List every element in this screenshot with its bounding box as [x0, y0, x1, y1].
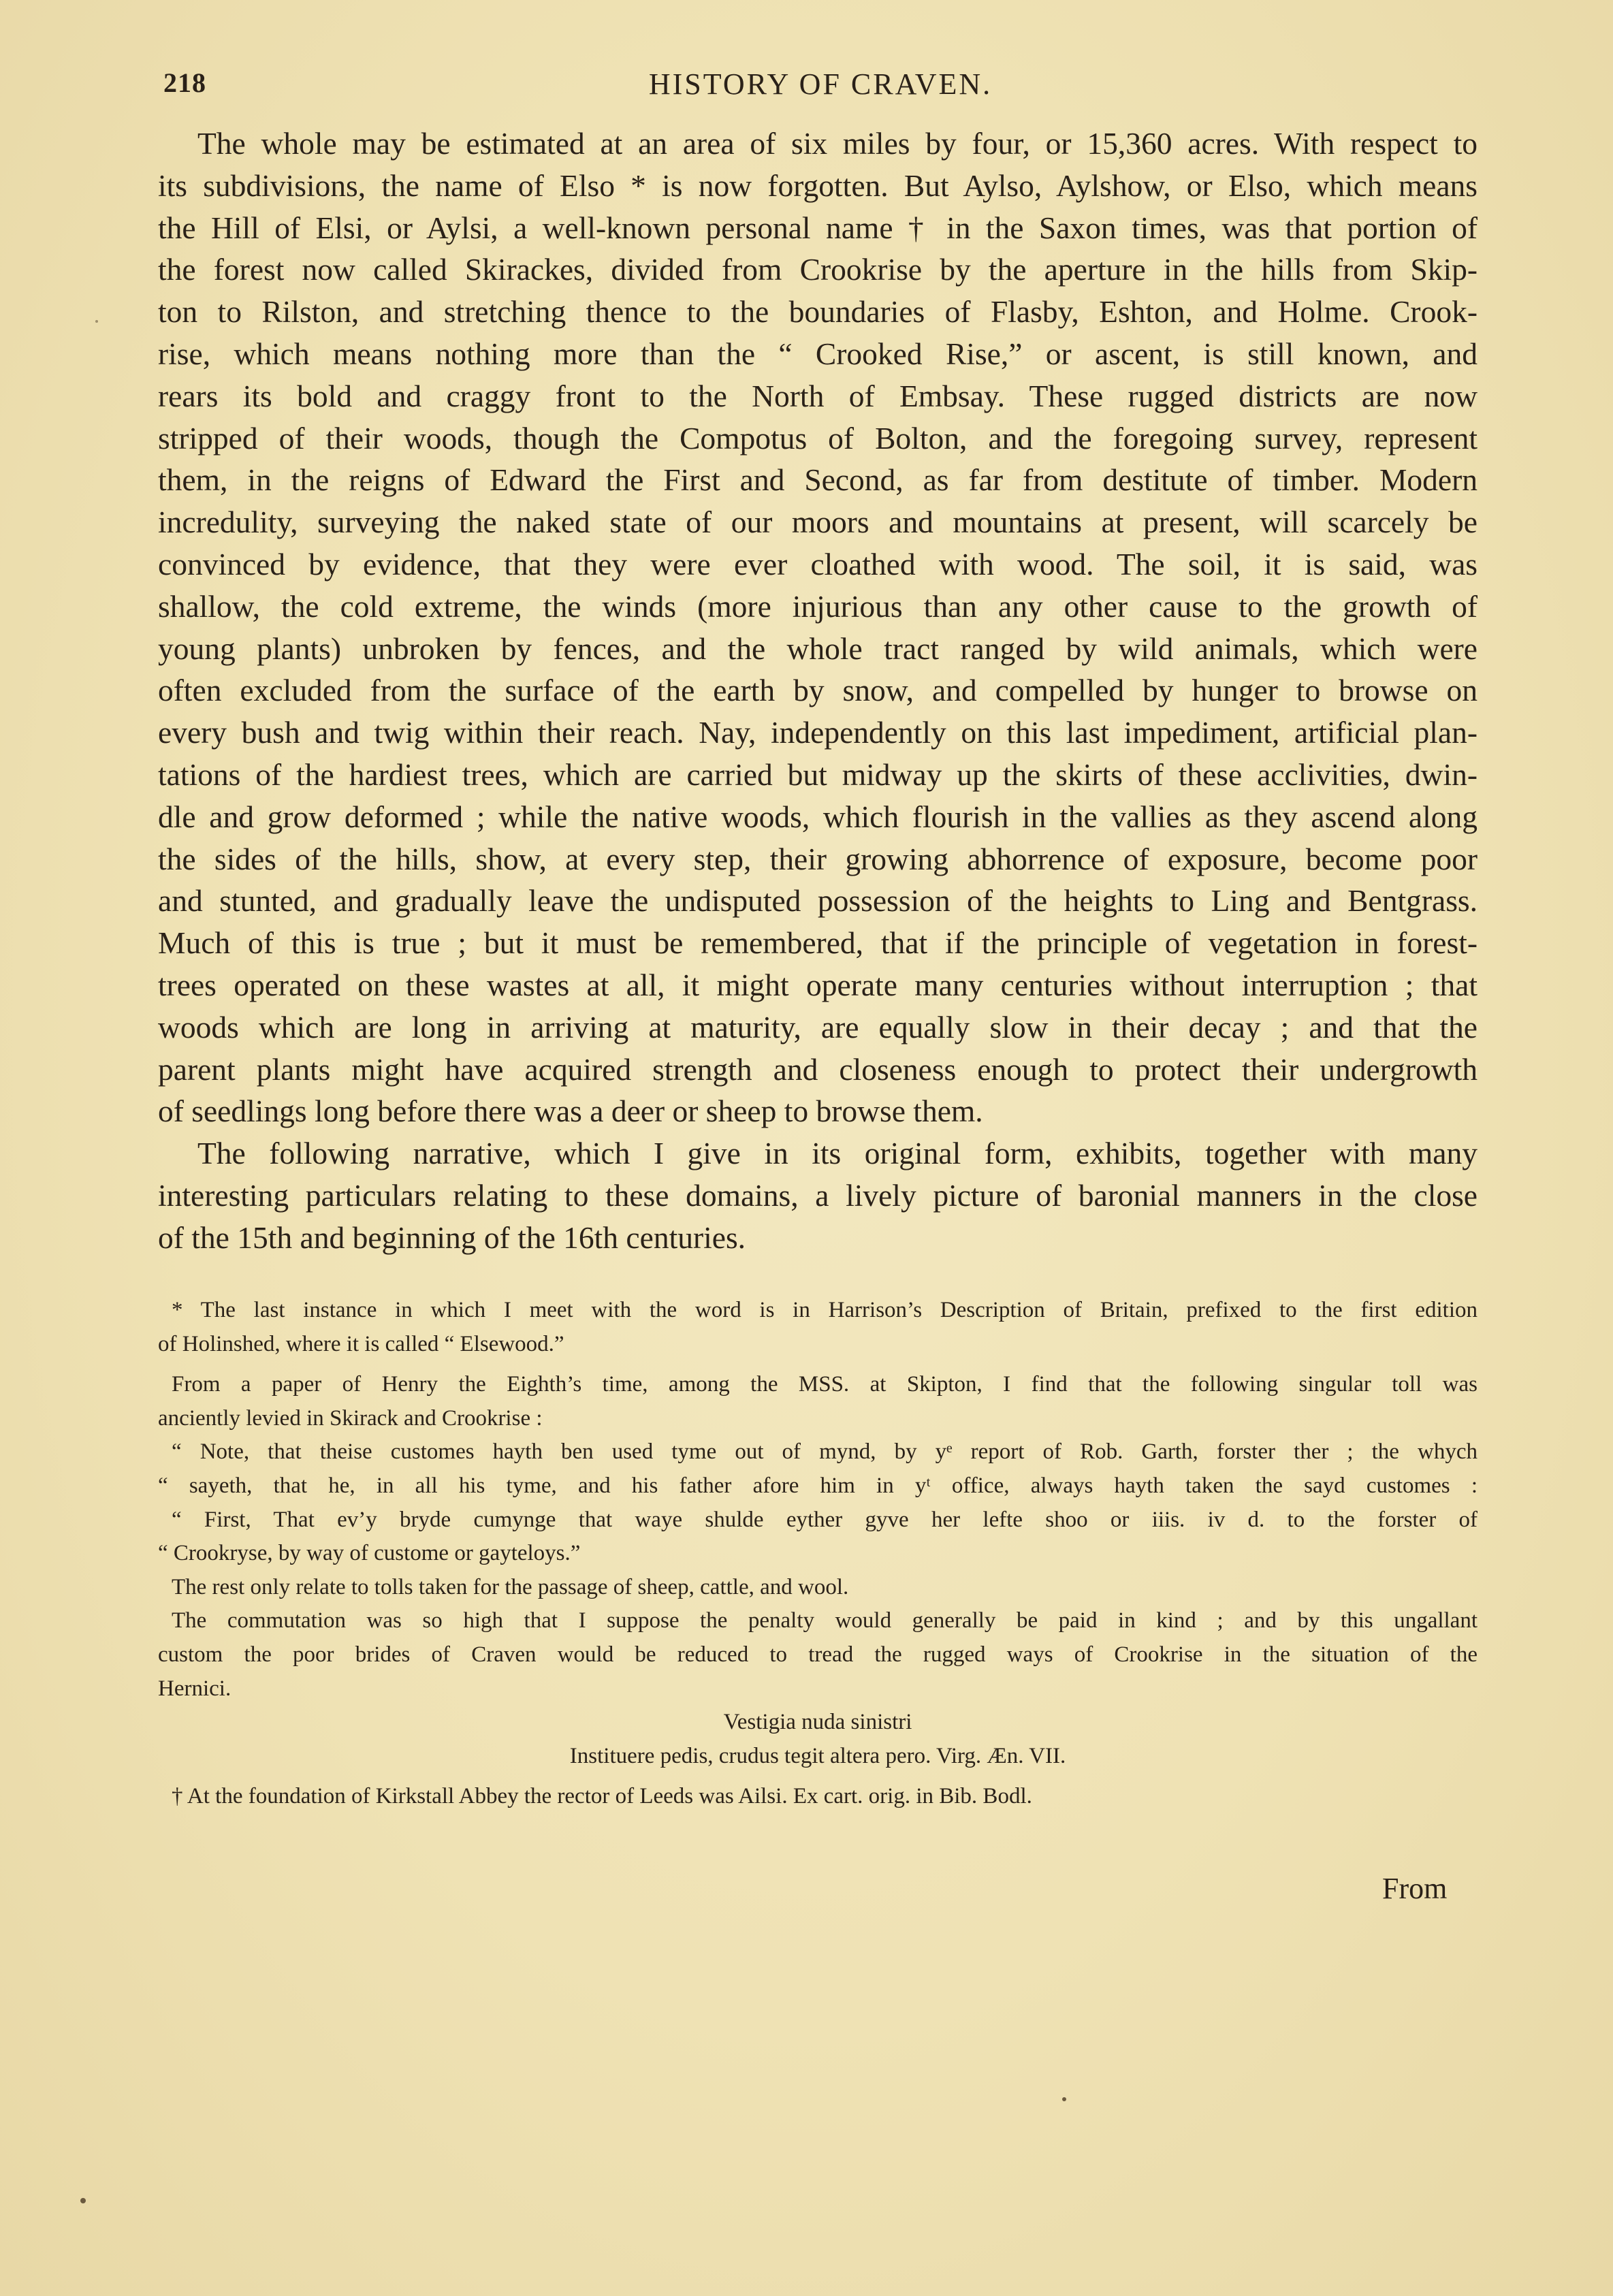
footnote-line: From a paper of Henry the Eighth’s time, among the MSS. at Skipton, I find that the following singular toll was [172, 1372, 1478, 1397]
page-header [163, 67, 1478, 108]
text-line: Much of this is true ; but it must be remembered, that if the principle of vegetation in forest- [158, 925, 1478, 961]
text-line: The whole may be estimated at an area of six miles by four, or 15,360 acres. With respect to [197, 126, 1478, 161]
text-line: stripped of their woods, though the Compotus of Bolton, and the foregoing survey, represent [158, 420, 1478, 456]
text-line: the Hill of Elsi, or Aylsi, a well-known personal name † in the Saxon times, was that portion of [158, 210, 1478, 245]
catchword: From [1382, 1872, 1448, 1905]
text-line: and stunted, and gradually leave the undisputed possession of the heights to Ling and Bentgrass. [158, 883, 1478, 919]
text-line: the forest now called Skirackes, divided from Crookrise by the aperture in the hills from Skip- [158, 252, 1478, 287]
text-line: ton to Rilston, and stretching thence to the boundaries of Flasby, Eshton, and Holme. Crook- [158, 294, 1478, 330]
running-head: HISTORY OF CRAVEN. [648, 67, 993, 101]
footnotes [158, 1294, 1478, 1814]
footnote-line: * The last instance in which I meet with the word is in Harrison’s Description of Britain, prefixed to the first edition [172, 1298, 1478, 1322]
footnote-line: “ Note, that theise customes hayth ben used tyme out of mynd, by yᵉ report of Rob. Garth, forster ther ; the whych [172, 1439, 1478, 1465]
text-line: the sides of the hills, show, at every step, their growing abhorrence of exposure, become poor [158, 841, 1478, 876]
footnote-line: † At the foundation of Kirkstall Abbey the rector of Leeds was Ailsi. Ex cart. orig. in Bib. Bodl. [172, 1784, 1032, 1809]
paper-speck [95, 320, 98, 323]
text-line: every bush and twig within their reach. Nay, independently on this last impediment, artificial plan- [158, 715, 1478, 750]
text-line: of the 15th and beginning of the 16th centuries. [158, 1219, 746, 1255]
text-line: rise, which means nothing more than the “ Crooked Rise,” or ascent, is still known, and [158, 336, 1478, 371]
text-line: The following narrative, which I give in its original form, exhibits, together with many [197, 1136, 1478, 1171]
text-line: young plants) unbroken by fences, and the whole tract ranged by wild animals, which were [158, 631, 1478, 666]
text-line: convinced by evidence, that they were ever cloathed with wood. The soil, it is said, was [158, 546, 1478, 581]
text-line: parent plants might have acquired strength and closeness enough to protect their undergrowth [158, 1051, 1478, 1087]
main-text [158, 123, 1478, 1259]
text-line: incredulity, surveying the naked state of our moors and mountains at present, will scarcely be [158, 505, 1478, 540]
footnote-line: Hernici. [158, 1676, 231, 1701]
footnote-line: anciently levied in Skirack and Crookrise : [158, 1405, 543, 1431]
text-line: shallow, the cold extreme, the winds (more injurious than any other cause to the growth of [158, 588, 1478, 624]
footnote-line: The rest only relate to tolls taken for the passage of sheep, cattle, and wool. [172, 1574, 849, 1599]
paper-speck [1062, 2097, 1066, 2101]
text-line: of seedlings long before there was a deer or sheep to browse them. [158, 1094, 983, 1129]
footnote-line: custom the poor brides of Craven would be reduced to tread the rugged ways of Crookrise in the situation of the [158, 1642, 1478, 1667]
text-line: woods which are long in arriving at maturity, are equally slow in their decay ; and that the [158, 1009, 1478, 1045]
text-line: its subdivisions, the name of Elso * is now forgotten. But Aylso, Aylshow, or Elso, which means [158, 168, 1478, 203]
footnote-line: of Holinshed, where it is called “ Elsewood.” [158, 1331, 564, 1356]
footnote-line: The commutation was so high that I suppose the penalty would generally be paid in kind ; and by this ungallant [172, 1608, 1478, 1633]
text-line: dle and grow deformed ; while the native woods, which flourish in the vallies as they ascend along [158, 799, 1478, 834]
verse-quotation-line: Instituere pedis, crudus tegit altera pero. Virg. Æn. VII. [569, 1743, 1066, 1768]
text-line: trees operated on these wastes at all, it might operate many centuries without interruption ; that [158, 967, 1478, 1002]
page-number: 218 [163, 67, 206, 98]
footnote-line: “ Crookryse, by way of custome or gayteloys.” [158, 1541, 581, 1566]
text-line: rears its bold and craggy front to the North of Embsay. These rugged districts are now [158, 378, 1478, 413]
text-line: tations of the hardiest trees, which are carried but midway up the skirts of these acclivities, dwin- [158, 756, 1478, 792]
paper-speck [80, 2198, 86, 2203]
verse-quotation-line: Vestigia nuda sinistri [723, 1710, 912, 1735]
footnote-line: “ sayeth, that he, in all his tyme, and his father afore him in yᵗ office, always hayth taken the sayd customes : [158, 1473, 1478, 1498]
footnote-line: “ First, That ev’y bryde cumynge that waye shulde eyther gyve her lefte shoo or iiis. iv d. to the forster of [172, 1507, 1478, 1532]
text-line: interesting particulars relating to these domains, a lively picture of baronial manners in the close [158, 1177, 1478, 1213]
text-line: them, in the reigns of Edward the First and Second, as far from destitute of timber. Modern [158, 462, 1478, 498]
text-line: often excluded from the surface of the earth by snow, and compelled by hunger to browse on [158, 673, 1478, 708]
